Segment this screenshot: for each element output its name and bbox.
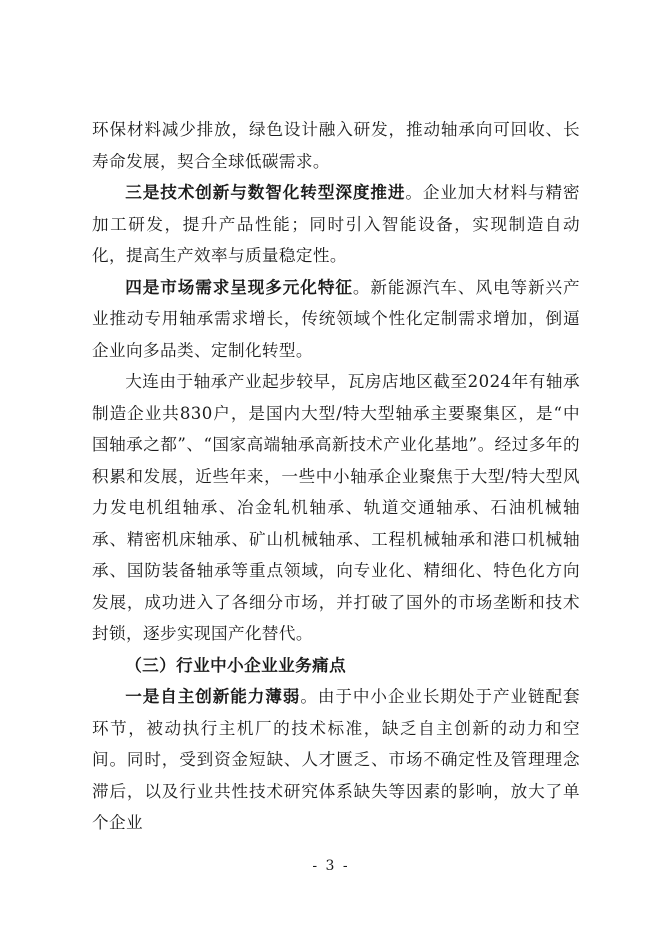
- paragraph-lead: 三是技术创新与数智化转型深度推进: [125, 182, 406, 202]
- paragraph-text: 环保材料减少排放，绿色设计融入研发，推动轴承向可回收、长寿命发展，契合全球低碳需求。: [92, 120, 580, 171]
- paragraph-continuation: [92, 114, 580, 177]
- paragraph-tech-innovation: [92, 177, 580, 272]
- paragraph-lead: 一是自主创新能力薄弱: [125, 686, 301, 706]
- paragraph-text: 。新能源汽车、风电等新兴产业推动专用轴承需求增长，传统领域个性化定制需求增加，倒逼企业向多品类、定制化转型。: [92, 277, 581, 360]
- section-heading: （三）行业中小企业业务痛点: [125, 654, 347, 675]
- page-number: - 3 -: [312, 858, 350, 874]
- paragraph-dalian: [92, 366, 580, 650]
- paragraph-lead: 四是市场需求呈现多元化特征: [125, 276, 353, 297]
- paragraph-text: 。企业加大材料与精密加工研发，提升产品性能；同时引入智能设备，实现制造自动化，提高生产效率与质量稳定性。: [92, 183, 580, 265]
- paragraph-innovation-weak: [92, 681, 580, 839]
- document-body: [92, 114, 580, 839]
- paragraph-text: 大连由于轴承产业起步较早，瓦房店地区截至2024年有轴承制造企业共830户，是国内大型/特大型轴承主要聚集区，是“中国轴承之都”、“国家高端轴承高新技术产业化基地”。经过多年的积累和发展，近些年来，一些中小轴承企业聚焦于大型/特大型风力发电机组轴承、冶金轧机轴承、轨道交通轴承、石油机械轴承、精密机床轴承、矿山机械轴承、工程机械轴承和港口机械轴承、国防装备轴承等重点领域，向专业化、精细化、特色化方向发展，成功进入了各细分市场，并打破了国外的市场垄断和技术封锁，逐步实现国产化替代。: [92, 372, 580, 643]
- paragraph-text: 。由于中小企业长期处于产业链配套环节，被动执行主机厂的技术标准，缺乏自主创新的动力和空间。同时，受到资金短缺、人才匮乏、市场不确定性及管理理念滞后，以及行业共性技术研究体系缺失等因素的影响，放大了单个企业: [92, 687, 580, 832]
- paragraph-market-demand: [92, 272, 580, 367]
